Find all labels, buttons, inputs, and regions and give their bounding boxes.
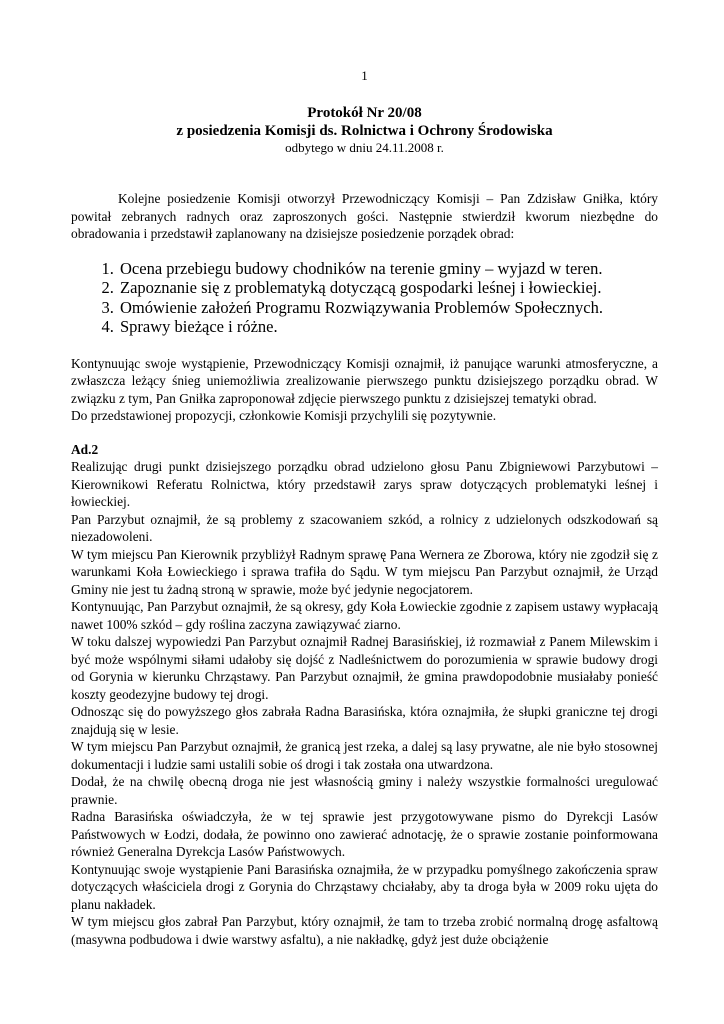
agenda-item: 3. Omówienie założeń Programu Rozwiązywania Problemów Społecznych.	[118, 298, 658, 318]
page-number: 1	[361, 68, 368, 83]
paragraph: Kontynuując swoje wystąpienie Pani Barasińska oznajmiła, że w przypadku pomyślnego zakończenia spraw dotyczących właściciela drogi z Gorynia do Chrząstawy chciałaby, aby ta droga była w 2009 roku ujęta do planu nakładek.	[71, 861, 658, 912]
agenda-list	[71, 259, 658, 337]
paragraph: Odnosząc się do powyższego głos zabrała Radna Barasińska, która oznajmiła, że słupki graniczne tej drogi znajdują się w lesie.	[71, 704, 658, 737]
paragraph: Kontynuując, Pan Parzybut oznajmił, że są okresy, gdy Koła Łowieckie zgodnie z zapisem ustawy wypłacają nawet 100% szkód – gdy roślina zaczyna zawiązywać ziarno.	[71, 599, 658, 632]
paragraph: Realizując drugi punkt dzisiejszego porządku obrad udzielono głosu Panu Zbigniewowi Parzybutowi – Kierownikowi Referatu Rolnictwa, który przedstawił zarys spraw dotyczących problematyki leśnej i łowieckiej.	[71, 459, 658, 509]
paragraph: Radna Barasińska oświadczyła, że w tej sprawie jest przygotowywane pismo do Dyrekcji Lasów Państwowych w Łodzi, dodała, że powinno ono zawierać adnotację, że o sprawie zostanie poinformowana również Generalna Dyrekcja Lasów Państwowych.	[71, 809, 658, 859]
agenda-item: 2. Zapoznanie się z problematyką dotyczącą gospodarki leśnej i łowieckiej.	[118, 278, 658, 298]
paragraph: W tym miejscu głos zabrał Pan Parzybut, który oznajmił, że tam to trzeba zrobić normalną drogę asfaltową (masywna podbudowa i dwie warstwy asfaltu), a nie nakładkę, gdyż jest duże obciążenie	[71, 914, 658, 947]
paragraph: W tym miejscu Pan Parzybut oznajmił, że granicą jest rzeka, a dalej są lasy prywatne, ale nie było stosownej dokumentacji i ludzie sami ustalili sobie oś drogi i tak została ona utwardzona.	[71, 739, 658, 772]
protocol-subtitle: z posiedzenia Komisji ds. Rolnictwa i Ochrony Środowiska	[176, 123, 553, 139]
paragraph: Pan Parzybut oznajmił, że są problemy z szacowaniem szkód, a rolnicy z udzielonych odszkodowań są niezadowoleni.	[71, 511, 658, 544]
agenda-item: 1. Ocena przebiegu budowy chodników na terenie gminy – wyjazd w teren.	[118, 259, 658, 279]
intro-paragraph: Kolejne posiedzenie Komisji otworzył Przewodniczący Komisji – Pan Zdzisław Gniłka, który powitał zebranych radnych oraz zaproszonych gości. Następnie stwierdził kworum niezbędne do obradowania i przedstawił zaplanowany na dzisiejsze posiedzenie porządek obrad:	[71, 191, 658, 241]
agenda-item: 4. Sprawy bieżące i różne.	[118, 317, 658, 337]
section-heading: Ad.2	[71, 441, 99, 457]
paragraph: W toku dalszej wypowiedzi Pan Parzybut oznajmił Radnej Barasińskiej, iż rozmawiał z Panem Milewskim i być może wspólnymi siłami udałoby się dojść z Nadleśnictwem do porozumienia w sprawie budowy drogi od Gorynia w kierunku Chrząstawy. Pan Parzybut oznajmił, że gmina prawdopodobnie musiałaby ponieść koszty geodezyjne budowy tej drogi.	[71, 634, 658, 702]
paragraph: Kontynuując swoje wystąpienie, Przewodniczący Komisji oznajmił, iż panujące warunki atmosferyczne, a zwłaszcza leżący śnieg uniemożliwia zrealizowanie pierwszego punktu dzisiejszego porządku obrad. W związku z tym, Pan Gniłka zaproponował zdjęcie pierwszego punktu z dzisiejszej tematyki obrad.	[71, 355, 658, 406]
protocol-title: Protokół Nr 20/08	[307, 105, 422, 121]
paragraph: Dodał, że na chwilę obecną droga nie jest własnością gminy i należy wszystkie formalności uregulować prawnie.	[71, 774, 658, 807]
meeting-date: odbytego w dniu 24.11.2008 r.	[285, 140, 444, 155]
paragraph: Do przedstawionej propozycji, członkowie Komisji przychylili się pozytywnie.	[71, 408, 497, 423]
paragraph: W tym miejscu Pan Kierownik przybliżył Radnym sprawę Pana Wernera ze Zborowa, który nie zgodził się z warunkami Koła Łowieckiego i sprawa trafiła do Sądu. W tym miejscu Pan Parzybut oznajmił, że Urząd Gminy nie jest tu żadną stroną w sprawie, może być jedynie negocjatorem.	[71, 546, 658, 597]
